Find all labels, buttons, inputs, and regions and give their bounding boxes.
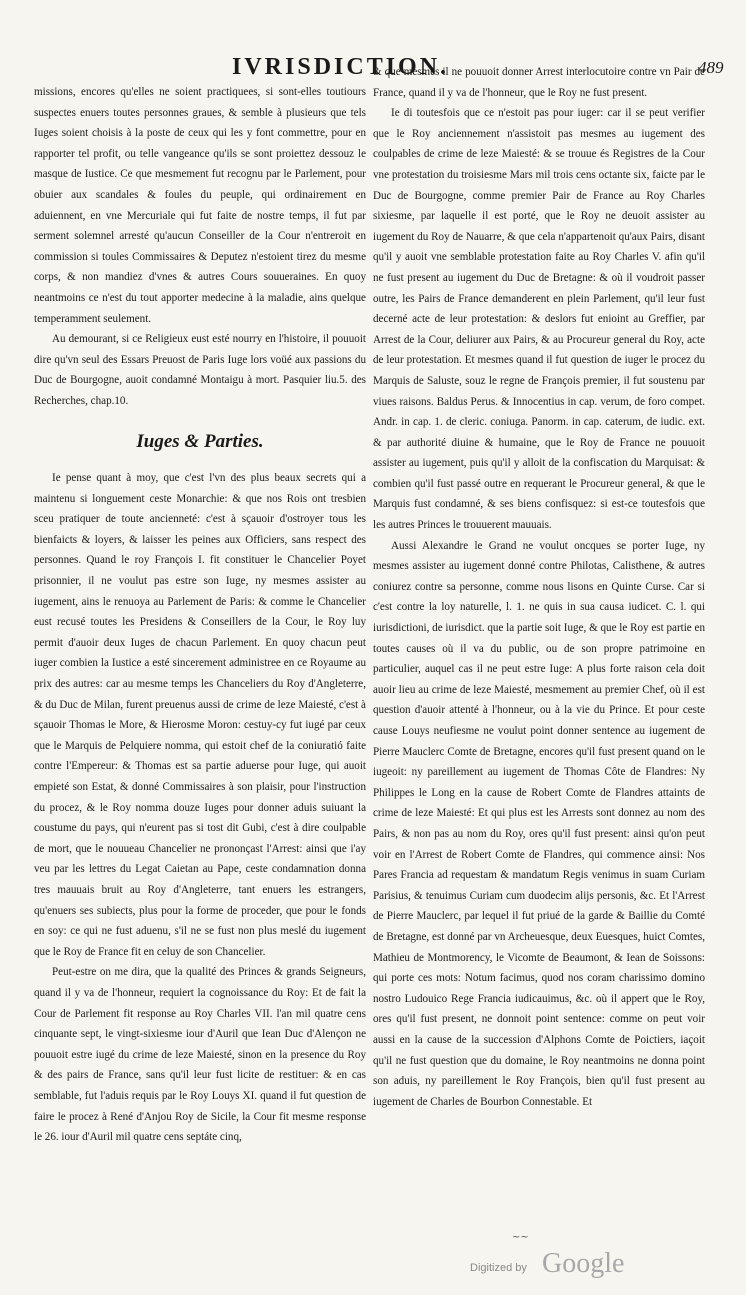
paragraph: missions, encores qu'elles ne soient practiquees, si sont-elles toutiours suspectes enuers toutes personnes graues, & semble à plusieurs que tels Iuges soient choisis à la poste de ceux qui les y font commettre, pour en rapporter tel profit, ou telle vangeance qu'ils se sont proiettez dessouz le masque de Iustice. Ce que mesmement fut recognu par le Parlement, pour obuier aux scandales & foules du peuple, qui ordinairement en aduiennent, en vne Mercuriale qui fut faite de nostre temps, il fut par serment solemnel arresté qu'aucun Conseiller de la Cour n'entreroit en commission si toules Commissaires & Deputez n'estoient tirez du mesme corps, & non mandiez d'vnes & autres Cours souueraines. En quoy neantmoins ce n'est du tout apporter medecine à la maladie, ains quelque temperamment seulement. <box>34 86 366 325</box>
page-number: 489 <box>698 58 724 77</box>
paragraph: Aussi Alexandre le Grand ne voulut oncques se porter Iuge, ny mesmes assister au iugement donné contre Philotas, Calisthene, & autres coniurez contre sa personne, comme nous lisons en Quinte Curse. Car si c'est contre la loy naturelle, l. 1. ne quis in sua causa iudicet. C. l. qui iurisdictioni, de iurisdict. que la partie soit Iuge, & que le Roy est partie en toutes causes où il va du public, ou de son propre patrimoine en particulier, auquel cas il ne peut estre Iuge: A plus forte raison cela doit auoir lieu au crime de leze Maiesté, mesmement au premier Chef, où il est question d'auoir attenté à l'honneur, ou à la vie du Prince. Et pour ceste cause Louys neufiesme ne voulut point donner sentence au iugement de Pierre Mauclerc Comte de Bretagne, encores qu'il fust present quand on le iugeoit: ny pareillement au iugement de Thomas Côte de Flandres: Ny Philippes le Long en la cause de Robert Comte de Flandres attaints de crime de leze Maiesté: Et qui plus est les Arrests sont donnez au nom des Pairs, & non pas au nom du Roy, ores qu'il fust present: ainsi qu'on peut voir en l'Arrest de Robert Comte de Flandres, qui commence ainsi: Nos Pares Francia ad requestam & mandatum Regis venimus in suam Curiam Parisius, & tenuimus Curiam cum duodecim alijs personis, &c. Et l'Arrest de Pierre Mauclerc, par lequel il fut priué de la garde & Baillie du Comté de Bretagne, est donné par vn Archeuesque, deux Euesques, huict Comtes, Mathieu de Montmorency, le Vicomte de Beaumont, & Iean de Soissons: qui porte ces mots: Notum facimus, quod nos coram charissimo domino nostro Ludouico Rege Francia iudicauimus, &c. où il appert que le Roy, ores qu'il fust present, ne donnoit point sentence: comme on peut voir aussi en la cause de la succession d'Alphons Comte de Poictiers, iaçoit qu'il ne fust question que du domaine, le Roy neantmoins ne donna point son aduis, ny pareillement le Roy François, bien qu'il fust present au iugement de Charles de Bourbon Connestable. Et <box>373 539 705 1108</box>
paragraph: Peut-estre on me dira, que la qualité des Princes & grands Seigneurs, quand il y va de l'honneur, requiert la cognoissance du Roy: Et de fait la Cour de Parlement fit response au Roy Charles VII. l'an mil quatre cens cinquante sept, le vingt-sixiesme iour d'Auril que Iean Duc d'Alençon ne pouuoit estre iugé du crime de leze Maiesté, sinon en la presence du Roy & des pairs de France, sans qu'il leur fust licite de restituer: & en cas semblable, fut l'aduis requis par le Roy Louys XI. quand il fut question de faire le procez à René d'Anjou Roy de Sicile, la Cour fit mesme response le 26. iour d'Auril mil quatre cens septáte cinq, <box>34 966 366 1144</box>
ornament-mark: ~~ <box>512 1232 529 1243</box>
paragraph: Ie pense quant à moy, que c'est l'vn des plus beaux secrets qui a maintenu si longuement ceste Monarchie: & que nos Rois ont tresbien sceu pratiquer de toute ancienneté: c'est à sçauoir d'ostroyer tous les bienfaicts & loyers, & laisser les peines aux Officiers, sans respect des personnes. Quand le roy François I. fit constituer le Chancelier Poyet prisonnier, il ne voulut pas estre son Iuge, ny mesmes assister au iugement, ains le renuoya au Parlement de Paris: & comme le Chancelier eust recusé toutes les Presidens & Conseillers de la Cour, le Roy luy permit d'auoir deux Iuges de chacun Parlement. En quoy chacun peut iuger combien la Iustice a esté sincerement administree en ce Royaume au prix des autres: car au mesme temps les Chanceliers du Roy d'Angleterre, & du Duc de Milan, furent preuenus aussi de crime de leze Maiesté, c'est à sçauoir Thomas le More, & Hierosme Moron: cestuy-cy fut iugé par ceux que le Marquis de Pelquiere nomma, qui estoit chef de la coniuratió faite contre l'Empereur: & Thomas est sa partie aduerse pour Iuge, qui auoit empieté son Estat, & donné Commissaires à son plaisir, pour l'instruction du procez, & le Roy nomma douze Iuges pour donner aduis suiuant la coustume du pays, qui n'eurent pas si tost dit Gubi, c'est à dire coulpable de mort, que le nouueau Chancelier ne prononçast l'Arrest: ainsi que i'ay veu par les lettres du Legat Caietan au Pape, ceste condamnation donna tres mauuais bruit au Roy d'Angleterre, tant enuers les estrangers, qu'enuers ses subiects, plus pour la forme de proceder, que pour le fonds en soy: ce qui ne fust aduenu, s'il ne se fust non plus meslé du iugement que le Roy de France fit en celuy de son Chancelier. <box>34 472 366 958</box>
digitized-by-watermark <box>470 1248 710 1284</box>
running-head: IVRISDICTION. <box>232 54 450 80</box>
right-column <box>373 62 705 1112</box>
paragraph: Ie di toutesfois que ce n'estoit pas pour iuger: car il se peut verifier que le Roy anciennement n'assistoit pas mesmes au iugement des coulpables de crime de leze Maiesté: & se trouue és Registres de la Cour vne protestation du troisiesme Mars mil trois cens octante six, faicte par le Duc de Bourgogne, comme premier Pair de France au Roy Charles sixiesme, par laquelle il est porté, que le Roy ne deuoit assister au iugement du Roy de Nauarre, & que cela n'appartenoit qu'aux Pairs, disant qu'il y auoit vne semblable protestation faite au Roy Charles V. afin qu'il ne fust present au iugement du Duc de Bretagne: & où il voudroit passer outre, les Pairs de France demanderent en plein Parlement, qu'il leur fust decerné acte de leur protestation: & deslors fut enioint au Greffier, par Arrest de la Cour, deliurer aux Pairs, & au Procureur general du Roy, acte de leur protestation. Et mesmes quand il fut question de iuger le procez du Marquis de Saluste, souz le regne de François premier, il fut soustenu par viues raisons. Baldus Perus. & Innocentius in cap. verum, de foro compet. Andr. in cap. 1. de cleric. coniuga. Panorm. in cap. caterum, de iudic. ext. & par authorité diuine & humaine, que le Roy de France ne pouuoit assister au iugement, puis qu'il y alloit de la confiscation du Marquisat: & combien qu'il fust passé outre en requerant le Procureur general, & que le Marquis fust condamné, & ses biens confisquez: si est-ce toutesfois que les autres Princes le trouuerent mauuais. <box>373 107 705 532</box>
paragraph: Au demourant, si ce Religieux eust esté nourry en l'histoire, il pouuoit dire qu'vn seul des Essars Preuost de Paris Iuge lors voüé aux passions du Duc de Bourgogne, auoit condamné Montaigu à mort. Pasquier liu.5. des Recherches, chap.10. <box>34 333 366 407</box>
paragraph: & que mesmes il ne pouuoit donner Arrest interlocutoire contre vn Pair de France, quand il y va de l'honneur, que le Roy ne fust present. <box>373 66 705 99</box>
google-logo: Google <box>542 1248 625 1279</box>
digitized-by-text: Digitized by <box>470 1262 527 1274</box>
left-column <box>34 82 366 1148</box>
section-heading: Iuges & Parties. <box>136 430 264 452</box>
